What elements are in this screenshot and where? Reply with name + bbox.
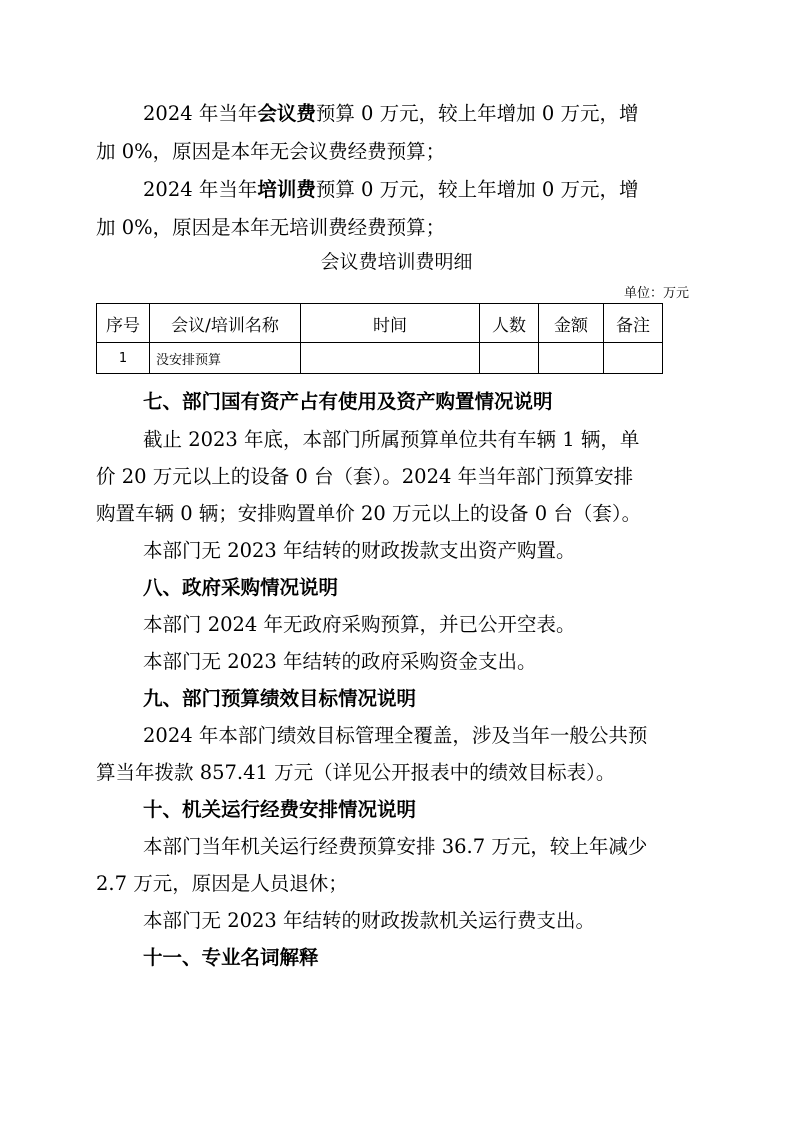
text-span: 2024 年当年	[143, 102, 258, 125]
training-fee-line-2: 加 0%，原因是本年无培训费经费预算；	[96, 216, 446, 239]
section-heading-8: 八、政府采购情况说明	[143, 576, 339, 599]
paragraph-line: 购置车辆 0 辆；安排购置单价 20 万元以上的设备 0 台（套）。	[96, 502, 642, 525]
table-header-row	[97, 304, 663, 343]
table-cell	[301, 343, 480, 374]
paragraph-line: 本部门当年机关运行经费预算安排 36.7 万元，较上年减少	[143, 835, 648, 858]
section-heading-11: 十一、专业名词解释	[143, 946, 319, 969]
text-span: 预算 0 万元，较上年增加 0 万元，增	[315, 178, 639, 201]
meeting-fee-term: 会议费	[257, 102, 316, 125]
paragraph-line: 2024 年本部门绩效目标管理全覆盖，涉及当年一般公共预	[143, 724, 648, 747]
table-cell: 1	[97, 343, 150, 374]
paragraph-line: 算当年拨款 857.41 万元（详见公开报表中的绩效目标表）。	[96, 761, 616, 784]
meeting-fee-line-2: 加 0%，原因是本年无会议费经费预算；	[96, 140, 446, 163]
paragraph-line: 本部门 2024 年无政府采购预算，并已公开空表。	[143, 613, 576, 636]
section-heading-10: 十、机关运行经费安排情况说明	[143, 798, 417, 821]
header-cell: 序号	[97, 304, 150, 343]
header-cell: 时间	[301, 304, 480, 343]
table-cell	[539, 343, 604, 374]
paragraph-line: 截止 2023 年底，本部门所属预算单位共有车辆 1 辆，单	[143, 428, 640, 451]
text-span: 预算 0 万元，较上年增加 0 万元，增	[315, 102, 639, 125]
header-cell: 备注	[604, 304, 663, 343]
header-cell: 金额	[539, 304, 604, 343]
training-fee-line-1	[143, 176, 638, 204]
paragraph-line: 本部门无 2023 年结转的政府采购资金支出。	[143, 650, 537, 673]
meeting-training-table	[96, 303, 663, 374]
table-row	[97, 343, 663, 374]
training-fee-term: 培训费	[257, 178, 316, 201]
paragraph-line: 本部门无 2023 年结转的财政拨款支出资产购置。	[143, 539, 576, 562]
section-heading-7: 七、部门国有资产占有使用及资产购置情况说明	[143, 390, 553, 413]
table-caption: 会议费培训费明细	[320, 251, 473, 273]
section-heading-9: 九、部门预算绩效目标情况说明	[143, 687, 417, 710]
paragraph-line: 2.7 万元，原因是人员退休；	[96, 872, 348, 895]
paragraph-line: 价 20 万元以上的设备 0 台（套）。2024 年当年部门预算安排	[96, 465, 634, 488]
table-cell: 没安排预算	[150, 343, 301, 374]
paragraph-line: 本部门无 2023 年结转的财政拨款机关运行费支出。	[143, 909, 596, 932]
table-unit: 单位：万元	[623, 286, 689, 301]
meeting-fee-line-1	[143, 100, 638, 128]
text-span: 2024 年当年	[143, 178, 258, 201]
table-cell	[604, 343, 663, 374]
header-cell: 人数	[480, 304, 539, 343]
table-cell	[480, 343, 539, 374]
header-cell: 会议/培训名称	[150, 304, 301, 343]
